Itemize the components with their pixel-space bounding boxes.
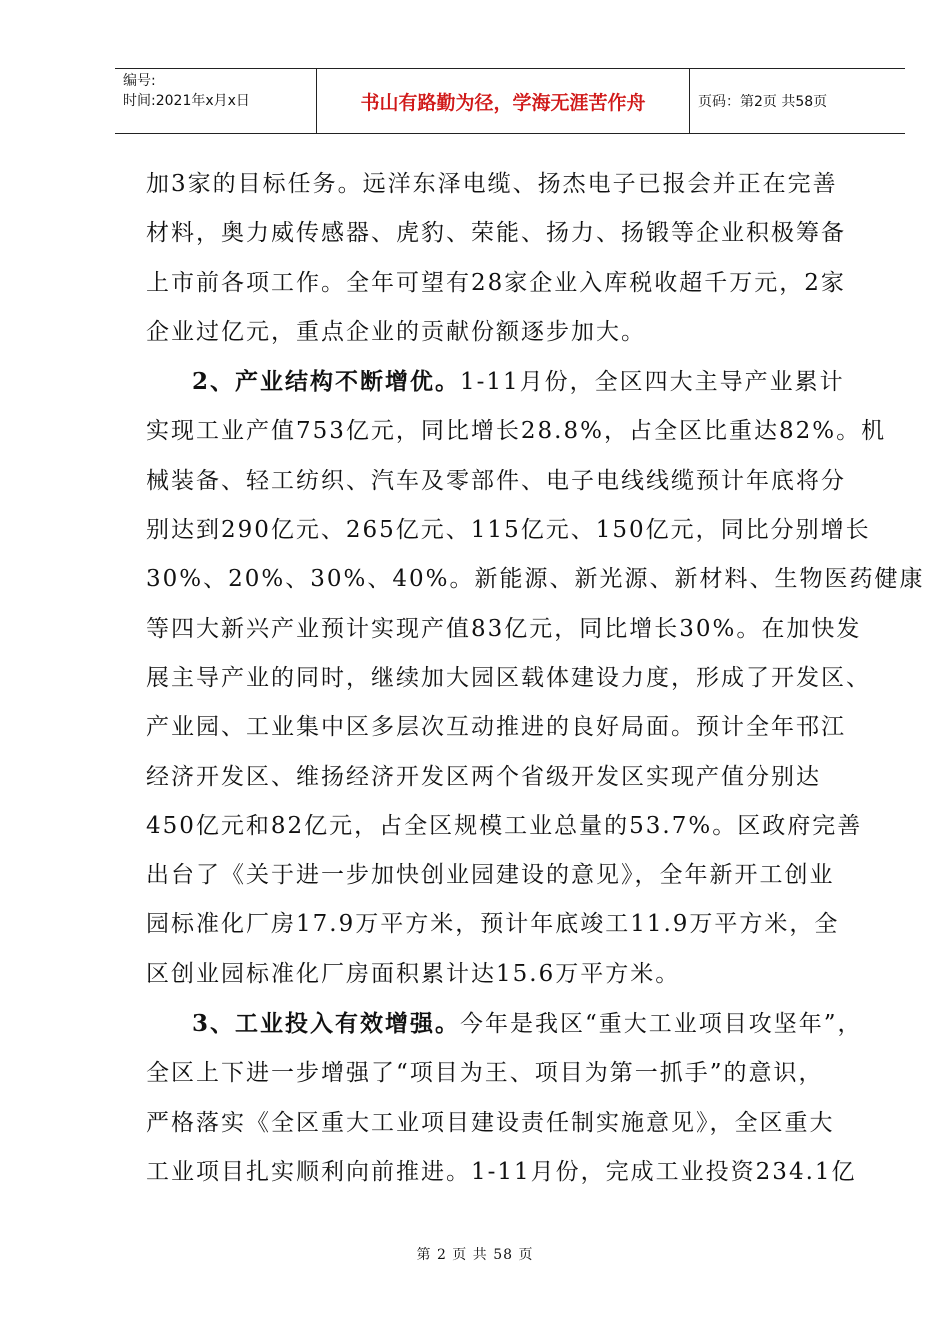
body-line: 实现工业产值753亿元，同比增长28.8%，占全区比重达82%。机: [146, 418, 887, 445]
body-line: 园标准化厂房17.9万平方米，预计年底竣工11.9万平方米，全: [146, 911, 840, 938]
section-2-heading: 2、产业结构不断增优。: [192, 368, 461, 396]
section-3-first-line: [146, 999, 862, 1049]
document-body: [146, 160, 925, 1197]
body-line: 严格落实《全区重大工业项目建设责任制实施意见》，全区重大: [146, 1109, 835, 1136]
number-label: 编号:: [123, 73, 156, 89]
header-page-info: 页码：第2页 共58页: [698, 94, 828, 110]
section-2-lead: 1-11月份，全区四大主导产业累计: [460, 369, 845, 396]
section-3-lead: 今年是我区“重大工业项目攻坚年”，: [460, 1011, 863, 1038]
section-2-first-line: [146, 357, 862, 407]
page-header: [115, 68, 905, 134]
body-line: 等四大新兴产业预计实现产值83亿元，同比增长30%。在加快发: [146, 615, 862, 642]
section-3-heading: 3、工业投入有效增强。: [192, 1010, 461, 1038]
body-line: 加3家的目标任务。远洋东泽电缆、扬杰电子已报会并正在完善: [146, 171, 838, 197]
time-label: 时间:2021年x月x日: [123, 93, 250, 109]
body-line: 企业过亿元，重点企业的贡献份额逐步加大。: [146, 318, 646, 345]
body-line: 材料，奥力威传感器、虎豹、荣能、扬力、扬锻等企业积极筹备: [146, 220, 846, 247]
body-line: 区创业园标准化厂房面积累计达15.6万平方米。: [146, 960, 681, 987]
body-line: 械装备、轻工纺织、汽车及零部件、电子电线线缆预计年底将分: [146, 467, 846, 494]
header-meta: [115, 69, 316, 133]
header-motto: 书山有路勤为径，学海无涯苦作舟: [316, 69, 690, 133]
page-footer: 第 2 页 共 58 页: [416, 1247, 534, 1263]
body-line: 450亿元和82亿元，占全区规模工业总量的53.7%。区政府完善: [146, 812, 863, 839]
body-line: 工业项目扎实顺利向前推进。1-11月份，完成工业投资234.1亿: [146, 1158, 857, 1185]
body-line: 别达到290亿元、265亿元、115亿元、150亿元，同比分别增长: [146, 517, 871, 544]
body-line: 全区上下进一步增强了“项目为王、项目为第一抓手”的意识，: [146, 1060, 824, 1087]
body-line: 出台了《关于进一步加快创业园建设的意见》，全年新开工创业: [146, 862, 835, 889]
body-line: 30%、20%、30%、40%。新能源、新光源、新材料、生物医药健康: [146, 566, 925, 593]
body-line: 产业园、工业集中区多层次互动推进的良好局面。预计全年邗江: [146, 714, 846, 741]
body-line: 上市前各项工作。全年可望有28家企业入库税收超千万元，2家: [146, 269, 846, 296]
body-line: 经济开发区、维扬经济开发区两个省级开发区实现产值分别达: [146, 763, 821, 790]
body-line: 展主导产业的同时，继续加大园区载体建设力度，形成了开发区、: [146, 664, 871, 691]
